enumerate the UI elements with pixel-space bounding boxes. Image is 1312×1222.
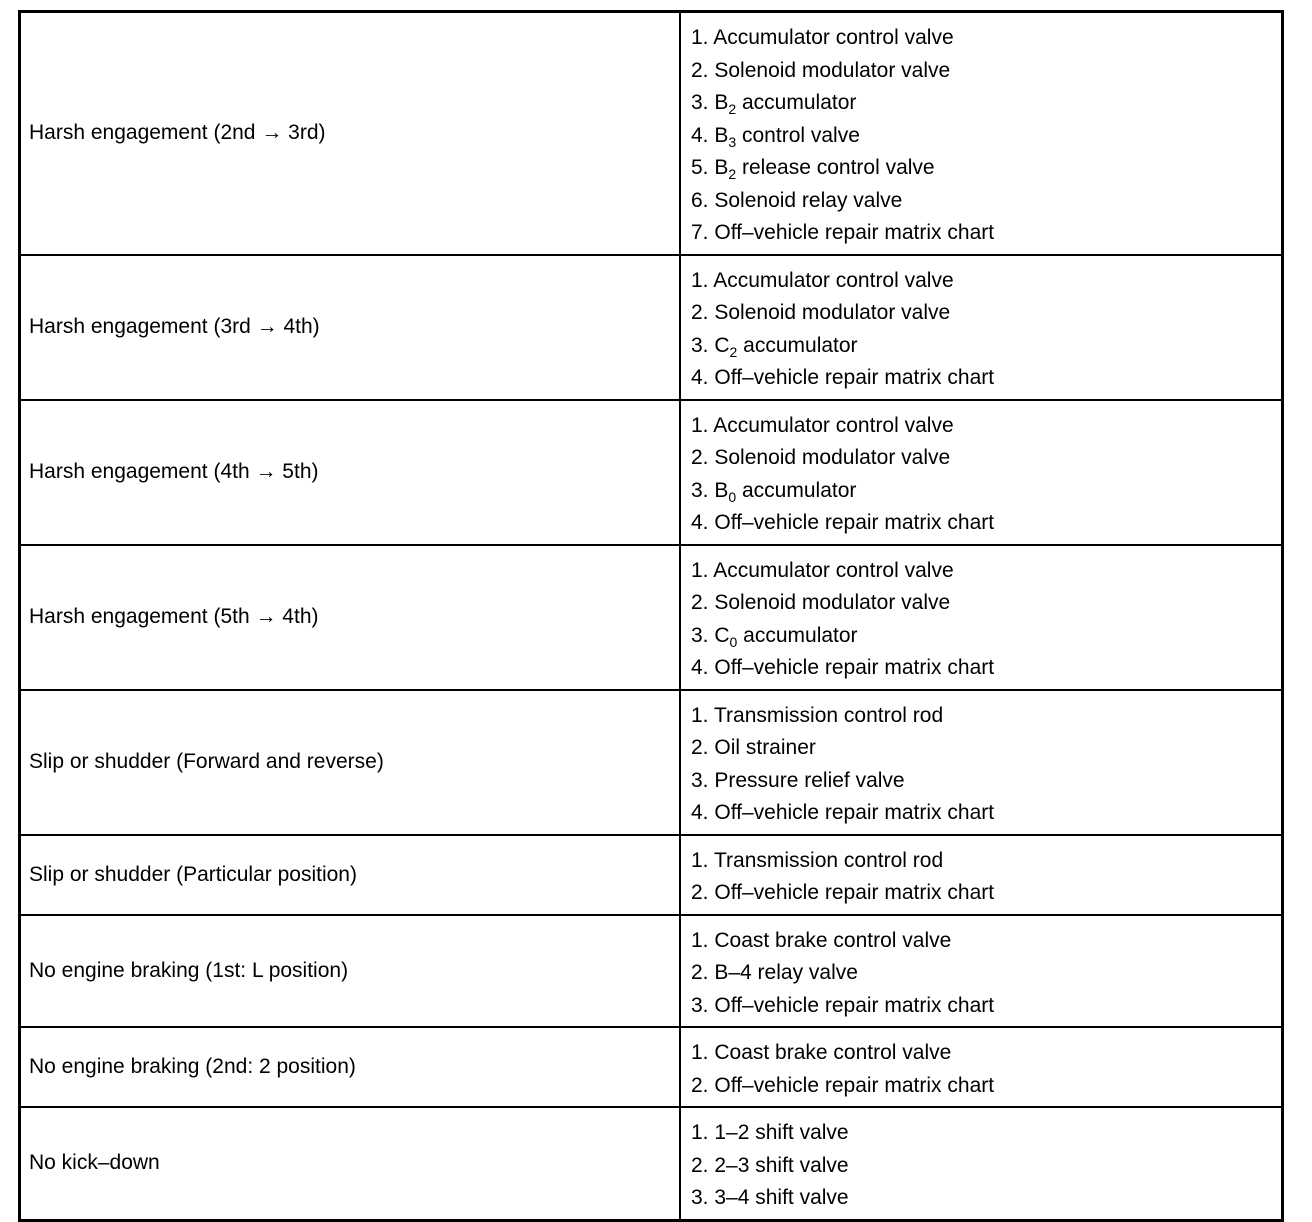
check-cell	[680, 690, 1283, 835]
check-cell	[680, 545, 1283, 690]
list-item	[691, 1150, 1273, 1183]
item-text: Off–vehicle repair matrix chart	[714, 881, 995, 904]
item-number: 2.	[691, 591, 709, 614]
list-item	[691, 55, 1273, 88]
item-text: Accumulator control valve	[713, 26, 954, 49]
troubleshooting-table	[18, 10, 1284, 1222]
check-list	[691, 1117, 1273, 1215]
item-number: 7.	[691, 221, 709, 244]
item-text-suffix: control valve	[736, 123, 860, 147]
table-row	[20, 255, 1283, 400]
check-list	[691, 22, 1273, 250]
item-text: Off–vehicle repair matrix chart	[714, 511, 995, 534]
item-text-suffix: accumulator	[736, 478, 857, 502]
table-row	[20, 835, 1283, 915]
item-text: Solenoid modulator valve	[714, 446, 951, 469]
list-item	[691, 620, 1273, 653]
symptom-cell: No engine braking (1st: L position)	[20, 915, 681, 1028]
list-item	[691, 555, 1273, 588]
item-text: Solenoid modulator valve	[714, 591, 951, 614]
symptom-cell: No kick–down	[20, 1107, 681, 1220]
list-item	[691, 265, 1273, 298]
item-number: 1.	[691, 26, 709, 49]
item-number: 2.	[691, 446, 709, 469]
item-number: 4.	[691, 511, 709, 534]
item-text: Coast brake control valve	[714, 1041, 952, 1064]
item-text: Solenoid modulator valve	[714, 301, 951, 324]
check-cell	[680, 1107, 1283, 1220]
item-text: Accumulator control valve	[713, 558, 954, 582]
item-text: Oil strainer	[714, 736, 816, 759]
list-item	[691, 1182, 1273, 1215]
table-row	[20, 400, 1283, 545]
item-number: 2.	[691, 301, 709, 324]
list-item	[691, 217, 1273, 250]
table-row	[20, 1027, 1283, 1107]
item-number: 1.	[691, 703, 709, 727]
list-item	[691, 1070, 1273, 1103]
item-number: 1.	[691, 1121, 709, 1144]
check-cell	[680, 1027, 1283, 1107]
table-row	[20, 1107, 1283, 1220]
item-subscript: 3	[728, 133, 737, 150]
check-cell	[680, 915, 1283, 1028]
check-cell	[680, 255, 1283, 400]
item-text: B–4 relay valve	[714, 961, 858, 984]
check-list	[691, 555, 1273, 685]
item-number: 3.	[691, 1186, 709, 1209]
item-text: B	[714, 156, 729, 179]
list-item	[691, 507, 1273, 540]
check-list	[691, 845, 1273, 910]
item-number: 2.	[691, 58, 709, 82]
list-item	[691, 700, 1273, 733]
check-cell	[680, 12, 1283, 255]
list-item	[691, 410, 1273, 443]
item-number: 2.	[691, 1153, 709, 1177]
item-text: Off–vehicle repair matrix chart	[714, 656, 995, 679]
item-number: 4.	[691, 656, 709, 679]
list-item	[691, 732, 1273, 765]
item-text: B	[714, 478, 729, 502]
list-item	[691, 152, 1273, 185]
item-text: Solenoid relay valve	[714, 188, 903, 212]
item-number: 1.	[691, 1041, 709, 1064]
list-item	[691, 845, 1273, 878]
check-list	[691, 410, 1273, 540]
item-text: Accumulator control valve	[713, 268, 954, 292]
item-text: B	[714, 91, 729, 114]
list-item	[691, 362, 1273, 395]
check-cell	[680, 835, 1283, 915]
item-text-suffix: accumulator	[737, 333, 858, 357]
table-body	[20, 12, 1283, 1221]
item-number: 3.	[691, 993, 709, 1017]
list-item	[691, 442, 1273, 475]
item-number: 2.	[691, 961, 709, 984]
item-text: Solenoid modulator valve	[714, 58, 951, 82]
item-text: Off–vehicle repair matrix chart	[714, 993, 995, 1017]
check-list	[691, 1037, 1273, 1102]
item-text: Off–vehicle repair matrix chart	[714, 801, 995, 824]
item-number: 2.	[691, 736, 709, 759]
item-text: Off–vehicle repair matrix chart	[714, 1073, 995, 1097]
item-text: 1–2 shift valve	[714, 1121, 849, 1144]
list-item	[691, 185, 1273, 218]
item-number: 3.	[691, 478, 709, 502]
list-item	[691, 877, 1273, 910]
list-item	[691, 87, 1273, 120]
item-number: 1.	[691, 928, 709, 952]
item-subscript: 2	[728, 101, 737, 117]
list-item	[691, 797, 1273, 830]
symptom-cell: Slip or shudder (Forward and reverse)	[20, 690, 681, 835]
item-text: Off–vehicle repair matrix chart	[714, 366, 995, 389]
item-number: 4.	[691, 366, 709, 389]
item-text: 2–3 shift valve	[714, 1153, 849, 1177]
item-text: C	[714, 333, 730, 357]
symptom-cell: Harsh engagement (2nd → 3rd)	[20, 12, 681, 255]
item-number: 3.	[691, 768, 709, 792]
list-item	[691, 990, 1273, 1023]
item-text: C	[714, 623, 730, 647]
item-text: 3–4 shift valve	[714, 1186, 849, 1209]
item-number: 1.	[691, 268, 709, 292]
item-text: B	[714, 123, 729, 147]
item-text: Transmission control rod	[713, 703, 944, 727]
item-number: 3.	[691, 623, 709, 647]
item-text-suffix: release control valve	[736, 156, 935, 179]
item-number: 2.	[691, 1073, 709, 1097]
check-list	[691, 700, 1273, 830]
item-text-suffix: accumulator	[736, 91, 857, 114]
item-subscript: 0	[729, 633, 738, 650]
item-number: 1.	[691, 558, 709, 582]
item-number: 3.	[691, 333, 709, 357]
item-number: 4.	[691, 123, 709, 147]
item-text: Off–vehicle repair matrix chart	[714, 221, 995, 244]
list-item	[691, 297, 1273, 330]
item-text: Pressure relief valve	[714, 768, 905, 792]
item-number: 5.	[691, 156, 709, 179]
item-number: 2.	[691, 881, 709, 904]
list-item	[691, 330, 1273, 363]
item-text: Transmission control rod	[713, 848, 944, 872]
table-row	[20, 915, 1283, 1028]
list-item	[691, 925, 1273, 958]
check-cell	[680, 400, 1283, 545]
list-item	[691, 1117, 1273, 1150]
list-item	[691, 475, 1273, 508]
list-item	[691, 765, 1273, 798]
table-row	[20, 545, 1283, 690]
table-row	[20, 690, 1283, 835]
check-list	[691, 925, 1273, 1023]
item-number: 4.	[691, 801, 709, 824]
item-subscript: 0	[728, 488, 737, 505]
item-number: 6.	[691, 188, 709, 212]
item-number: 3.	[691, 91, 709, 114]
symptom-cell: Harsh engagement (5th → 4th)	[20, 545, 681, 690]
item-subscript: 2	[729, 343, 738, 360]
symptom-cell: No engine braking (2nd: 2 position)	[20, 1027, 681, 1107]
list-item	[691, 587, 1273, 620]
symptom-cell: Harsh engagement (3rd → 4th)	[20, 255, 681, 400]
item-number: 1.	[691, 413, 709, 437]
item-subscript: 2	[728, 166, 737, 182]
item-text: Coast brake control valve	[714, 928, 952, 952]
item-text: Accumulator control valve	[713, 413, 954, 437]
list-item	[691, 957, 1273, 990]
item-text-suffix: accumulator	[737, 623, 858, 647]
list-item	[691, 22, 1273, 55]
symptom-cell: Slip or shudder (Particular position)	[20, 835, 681, 915]
table-row	[20, 12, 1283, 255]
item-number: 1.	[691, 848, 709, 872]
list-item	[691, 652, 1273, 685]
symptom-cell: Harsh engagement (4th → 5th)	[20, 400, 681, 545]
list-item	[691, 120, 1273, 153]
check-list	[691, 265, 1273, 395]
list-item	[691, 1037, 1273, 1070]
